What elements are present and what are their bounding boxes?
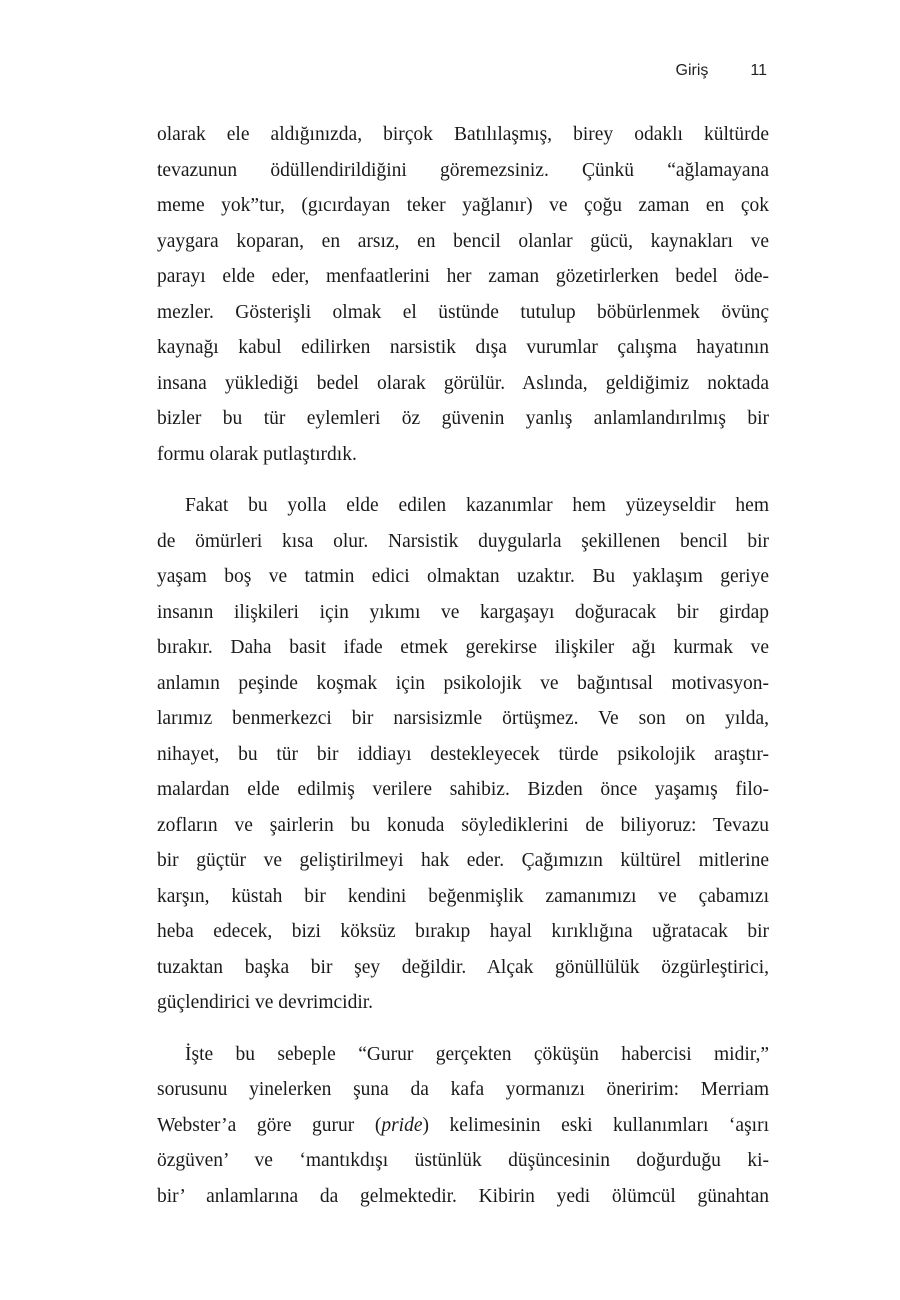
text-line: bırakır. Daha basit ifade etmek gerekirse ilişkiler ağı kurmak ve — [157, 637, 769, 658]
text-line: mezler. Gösterişli olmak el üstünde tutulup böbürlenmek övünç — [157, 301, 769, 323]
text-line: güçlendirici ve devrimcidir. — [157, 992, 374, 1013]
text-line: insana yüklediği bedel olarak görülür. Aslında, geldiğimiz noktada — [157, 372, 769, 394]
paragraph-2 — [157, 488, 769, 1021]
text-line: yaşam boş ve tatmin edici olmaktan uzaktır. Bu yaklaşım geriye — [157, 566, 769, 587]
text-line-with-italic — [157, 1108, 769, 1144]
section-title: Giriş — [675, 62, 709, 79]
paragraph-1 — [157, 117, 769, 472]
text-line: olarak ele aldığınızda, birçok Batılılaşmış, birey odaklı kültürde — [157, 124, 769, 145]
text-line: özgüven’ ve ‘mantıkdışı üstünlük düşüncesinin doğurduğu ki- — [157, 1150, 769, 1171]
paragraph-3 — [157, 1037, 769, 1215]
text-line: nihayet, bu tür bir iddiayı destekleyecek türde psikolojik araştır- — [157, 743, 769, 765]
text-line: tuzaktan başka bir şey değildir. Alçak gönüllülük özgürleştirici, — [157, 956, 769, 978]
text-line: bir güçtür ve geliştirilmeyi hak eder. Çağımızın kültürel mitlerine — [157, 850, 769, 871]
text-line: meme yok”tur, (gıcırdayan teker yağlanır) ve çoğu zaman en çok — [157, 195, 769, 216]
page-number: 11 — [750, 62, 767, 79]
running-head — [676, 62, 768, 80]
text-line: sorusunu yinelerken şuna da kafa yormanızı öneririm: Merriam — [157, 1079, 769, 1100]
text-line: Fakat bu yolla elde edilen kazanımlar hem yüzeyseldir hem — [185, 495, 769, 516]
text-line: anlamın peşinde koşmak için psikolojik ve bağıntısal motivasyon- — [157, 672, 769, 694]
text-line: parayı elde eder, menfaatlerini her zaman gözetirlerken bedel öde- — [157, 266, 769, 287]
text-line: kaynağı kabul edilirken narsistik dışa vurumlar çalışma hayatının — [157, 337, 769, 358]
text-line: tevazunun ödüllendirildiğini göremezsiniz. Çünkü “ağlamayana — [157, 159, 769, 181]
text-line: yaygara koparan, en arsız, en bencil olanlar gücü, kaynakları ve — [157, 230, 769, 252]
text-line: formu olarak putlaştırdık. — [157, 443, 357, 465]
text-fragment: Webster’a göre gurur ( — [157, 1114, 382, 1136]
text-line: heba edecek, bizi köksüz bırakıp hayal kırıklığına uğratacak bir — [157, 921, 769, 942]
text-line: malardan elde edilmiş verilere sahibiz. Bizden önce yaşamış filo- — [157, 779, 769, 800]
text-line: zofların ve şairlerin bu konuda söylediklerini de biliyoruz: Tevazu — [157, 814, 769, 836]
page-body — [157, 117, 769, 1214]
text-line: bir’ anlamlarına da gelmektedir. Kibirin yedi ölümcül günahtan — [157, 1185, 769, 1207]
text-line: de ömürleri kısa olur. Narsistik duygularla şekillenen bencil bir — [157, 530, 769, 552]
text-line: bizler bu tür eylemleri öz güvenin yanlış anlamlandırılmış bir — [157, 408, 769, 429]
text-line: insanın ilişkileri için yıkımı ve kargaşayı doğuracak bir girdap — [157, 601, 769, 623]
text-line: karşın, küstah bir kendini beğenmişlik zamanımızı ve çabamızı — [157, 885, 769, 907]
text-line: İşte bu sebeple “Gurur gerçekten çöküşün habercisi midir,” — [185, 1043, 769, 1065]
italic-term: pride — [381, 1114, 423, 1136]
text-line: larımız benmerkezci bir narsisizmle örtüşmez. Ve son on yılda, — [157, 708, 769, 729]
text-fragment: ) kelimesinin eski kullanımları ‘aşırı — [422, 1114, 769, 1136]
